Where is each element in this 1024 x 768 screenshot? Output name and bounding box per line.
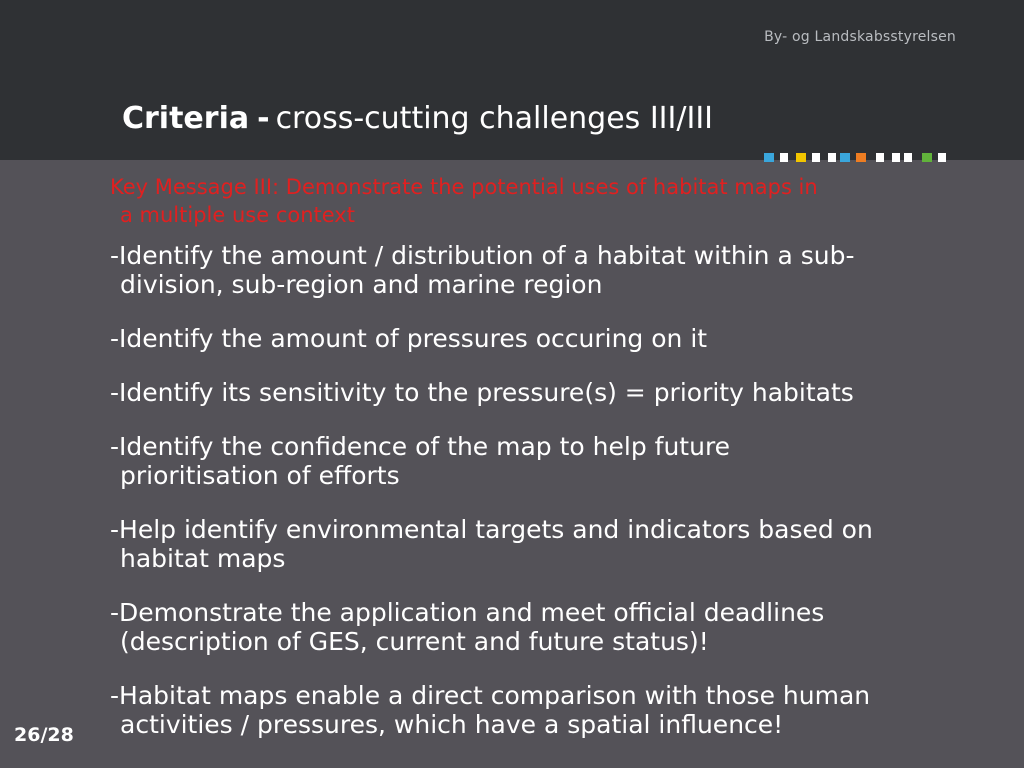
bullet-line1: -Identify the amount of pressures occuring on it xyxy=(110,324,708,353)
bullet-line2: habitat maps xyxy=(120,544,286,573)
slide-body xyxy=(110,173,1000,764)
bullet-item xyxy=(110,378,1000,407)
bullet-line1: -Identify the amount / distribution of a habitat within a sub- xyxy=(110,241,855,270)
decorative-color-strip xyxy=(764,151,946,162)
deco-block xyxy=(892,153,900,162)
deco-block xyxy=(904,153,912,162)
bullet-line1: -Identify the confidence of the map to help future xyxy=(110,432,731,461)
key-message-line2: a multiple use context xyxy=(120,203,355,227)
key-message xyxy=(110,173,1000,229)
bullet-line1: -Help identify environmental targets and indicators based on xyxy=(110,515,873,544)
bullet-line2: activities / pressures, which have a spatial influence! xyxy=(120,710,784,739)
bullet-item xyxy=(110,432,1000,490)
page-indicator: 26/28 xyxy=(14,724,74,746)
deco-block xyxy=(812,153,820,162)
bullet-line2: (description of GES, current and future status)! xyxy=(120,627,709,656)
organization-logo-text: By- og Landskabsstyrelsen xyxy=(764,29,956,45)
bullet-list xyxy=(110,241,1000,739)
deco-block xyxy=(840,153,850,162)
bullet-line1: -Identify its sensitivity to the pressure(s) = priority habitats xyxy=(110,378,854,407)
title-separator: - xyxy=(257,101,270,136)
deco-block xyxy=(764,153,774,162)
bullet-line1: -Demonstrate the application and meet official deadlines xyxy=(110,598,825,627)
bullet-item xyxy=(110,515,1000,573)
bullet-line2: division, sub-region and marine region xyxy=(120,270,603,299)
title-bold: Criteria xyxy=(122,101,250,136)
deco-block xyxy=(796,153,806,162)
bullet-item xyxy=(110,681,1000,739)
title-rest: cross-cutting challenges III/III xyxy=(275,101,714,136)
bullet-item xyxy=(110,324,1000,353)
deco-block xyxy=(828,153,836,162)
deco-block xyxy=(938,153,946,162)
bullet-item xyxy=(110,241,1000,299)
slide-title xyxy=(122,101,713,136)
bullet-item xyxy=(110,598,1000,656)
slide-header xyxy=(0,0,1024,160)
deco-block xyxy=(780,153,788,162)
bullet-line2: prioritisation of efforts xyxy=(120,461,400,490)
deco-block xyxy=(922,153,932,162)
deco-block xyxy=(856,153,866,162)
key-message-line1: Key Message III: Demonstrate the potential uses of habitat maps in xyxy=(110,175,818,199)
deco-block xyxy=(876,153,884,162)
bullet-line1: -Habitat maps enable a direct comparison with those human xyxy=(110,681,871,710)
